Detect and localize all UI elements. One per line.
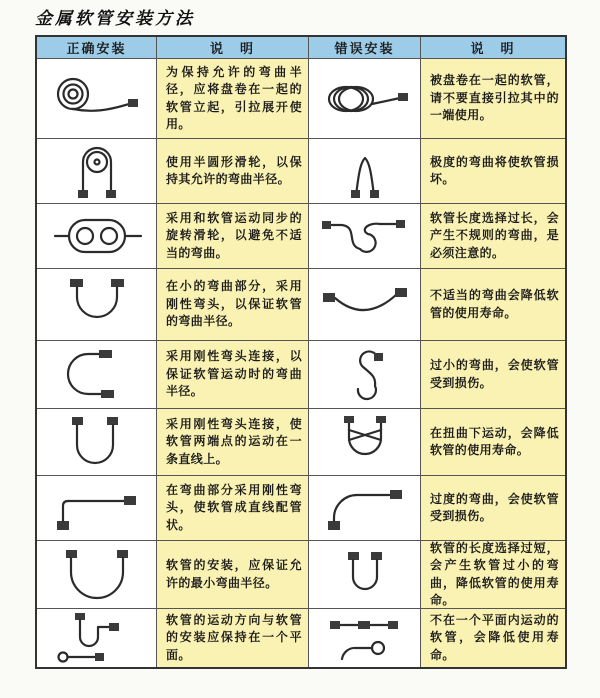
correct-description: 软管的运动方向与软管的安装应保持在一个平面。 xyxy=(157,609,309,667)
installation-table xyxy=(35,35,567,669)
correct-description: 软管的安装，应保证允许的最小弯曲半径。 xyxy=(157,541,309,609)
improper-bend-icon xyxy=(315,276,415,334)
planar-motion-icon xyxy=(47,611,147,665)
too-short-hose-icon xyxy=(316,545,414,605)
correct-illustration-cell xyxy=(37,476,157,541)
rigid-elbow-connection-icon xyxy=(47,344,147,406)
correct-illustration-cell xyxy=(37,541,157,609)
table-row xyxy=(37,476,565,541)
wrong-description: 被盘卷在一起的软管，请不要直接引拉其中的一端使用。 xyxy=(421,59,565,139)
correct-illustration-cell xyxy=(37,609,157,667)
rigid-elbow-small-bend-icon xyxy=(47,273,147,337)
wrong-description: 过小的弯曲，会使软管受到损伤。 xyxy=(421,341,565,409)
correct-illustration-cell xyxy=(37,139,157,204)
wrong-illustration-cell xyxy=(309,341,421,409)
irregular-bend-icon xyxy=(316,207,414,265)
wrong-illustration-cell xyxy=(309,204,421,269)
correct-illustration-cell xyxy=(37,409,157,476)
table-row xyxy=(37,59,565,139)
twisted-hose-icon xyxy=(316,412,414,472)
table-header-row xyxy=(37,37,565,59)
table-row xyxy=(37,139,565,204)
correct-description: 使用半圆形滑轮，以保持其允许的弯曲半径。 xyxy=(157,139,309,204)
correct-description: 在小的弯曲部分，采用刚性弯头，以保证软管的弯曲半径。 xyxy=(157,269,309,341)
rotating-pulley-icon xyxy=(45,207,149,265)
wrong-illustration-cell xyxy=(309,541,421,609)
correct-illustration-cell xyxy=(37,59,157,139)
correct-illustration-cell xyxy=(37,269,157,341)
wrong-description: 软管的长度选择过短，会产生软管过小的弯曲，降低软管的使用寿命。 xyxy=(421,541,565,609)
wrong-illustration-cell xyxy=(309,269,421,341)
table-row xyxy=(37,409,565,476)
correct-description: 采用刚性弯头连接，使软管两端点的运动在一条直线上。 xyxy=(157,409,309,476)
wrong-illustration-cell xyxy=(309,609,421,667)
coiled-hose-unrolled-icon xyxy=(45,66,149,132)
wrong-description: 不在一个平面内运动的软管，会降低使用寿命。 xyxy=(421,609,565,667)
table-row xyxy=(37,541,565,609)
header-wrong-installation: 错误安装 xyxy=(309,37,421,59)
straight-pipe-elbow-icon xyxy=(45,479,149,537)
too-small-bend-icon xyxy=(316,345,414,405)
wrong-description: 在扭曲下运动，会降低软管的使用寿命。 xyxy=(421,409,565,476)
min-bend-radius-icon xyxy=(46,544,148,606)
coiled-hose-pulled-icon xyxy=(316,69,414,129)
non-planar-motion-icon xyxy=(316,611,414,665)
wrong-description: 过度的弯曲，会使软管受到损伤。 xyxy=(421,476,565,541)
header-explanation-left: 说 明 xyxy=(157,37,309,59)
header-correct-installation: 正确安装 xyxy=(37,37,157,59)
correct-illustration-cell xyxy=(37,341,157,409)
correct-description: 采用和软管运动同步的旋转滑轮，以避免不适当的弯曲。 xyxy=(157,204,309,269)
aligned-u-hose-icon xyxy=(47,412,147,472)
wrong-description: 不适当的弯曲会降低软管的使用寿命。 xyxy=(421,269,565,341)
header-explanation-right: 说 明 xyxy=(421,37,565,59)
table-row xyxy=(37,609,565,667)
wrong-description: 软管长度选择过长，会产生不规则的弯曲，是必须注意的。 xyxy=(421,204,565,269)
correct-illustration-cell xyxy=(37,204,157,269)
correct-description: 采用刚性弯头连接，以保证软管运动时的弯曲半径。 xyxy=(157,341,309,409)
table-row xyxy=(37,341,565,409)
wrong-illustration-cell xyxy=(309,409,421,476)
excessive-bend-icon xyxy=(316,479,414,537)
extreme-bend-icon xyxy=(316,142,414,200)
wrong-illustration-cell xyxy=(309,476,421,541)
correct-description: 为保持允许的弯曲半径，应将盘卷在一起的软管立起，引拉展开使用。 xyxy=(157,59,309,139)
wrong-description: 极度的弯曲将使软管损坏。 xyxy=(421,139,565,204)
table-row xyxy=(37,269,565,341)
page-title: 金属软管安装方法 xyxy=(35,9,195,29)
semicircular-pulley-icon xyxy=(47,142,147,200)
table-row xyxy=(37,204,565,269)
wrong-illustration-cell xyxy=(309,139,421,204)
correct-description: 在弯曲部分采用刚性弯头，使软管成直线配管状。 xyxy=(157,476,309,541)
wrong-illustration-cell xyxy=(309,59,421,139)
